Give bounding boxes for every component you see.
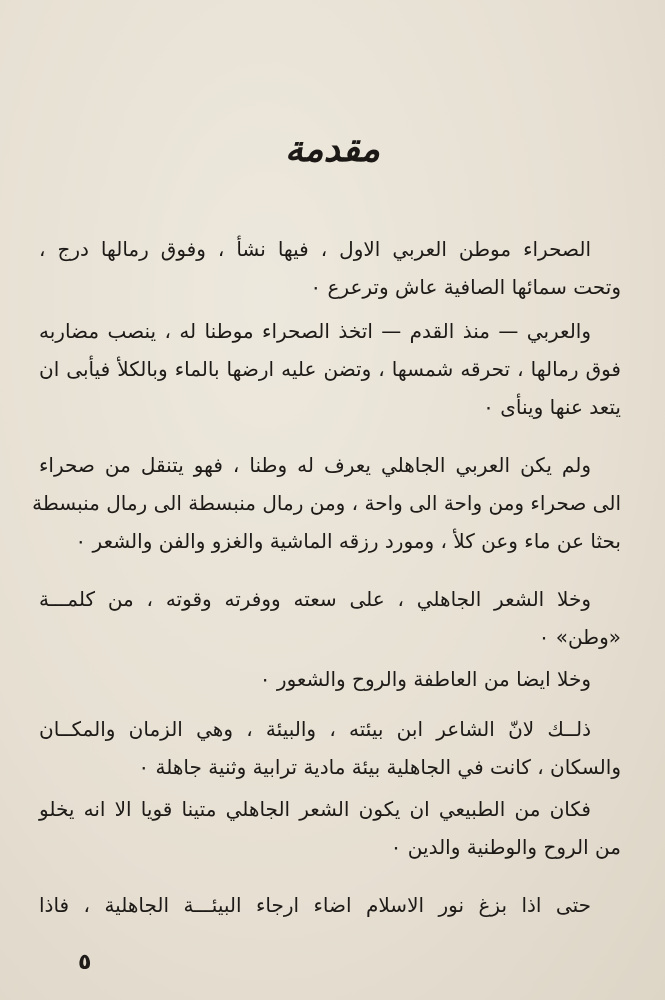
body-text <box>32 0 621 1000</box>
text-line: فكان من الطبيعي ان يكون الشعر الجاهلي متينا قويا الا انه يخلو <box>39 797 591 821</box>
text-line: الى صحراء ومن واحة الى واحة ، ومن رمال منبسطة الى رمال منبسطة <box>32 491 621 515</box>
text-line: والسكان ، كانت في الجاهلية بيئة مادية ترابية وثنية جاهلة ٠ <box>138 755 621 779</box>
text-line: الصحراء موطن العربي الاول ، فيها نشأ ، وفوق رمالها درج ، <box>39 237 591 261</box>
text-line: ذلــك لانّ الشاعر ابن بيئته ، والبيئة ، وهي الزمان والمكــان <box>39 717 591 741</box>
paragraph <box>32 446 621 560</box>
text-line: ولم يكن العربي الجاهلي يعرف له وطنا ، فهو يتنقل من صحراء <box>39 453 591 477</box>
text-line: وخلا ايضا من العاطفة والروح والشعور ٠ <box>259 667 591 691</box>
text-line: بحثا عن ماء وعن كلأ ، ومورد رزقه الماشية والغزو والفن والشعر ٠ <box>75 529 621 553</box>
page-title: مقدمة <box>285 128 380 170</box>
text-line: فوق رمالها ، تحرقه شمسها ، وتضن عليه ارضها بالماء وبالكلأ فيأبى ان <box>39 357 621 381</box>
paragraph <box>39 710 621 786</box>
paragraph <box>39 580 621 656</box>
paragraph <box>39 886 621 924</box>
paragraph <box>39 312 621 426</box>
text-line: والعربي — منذ القدم — اتخذ الصحراء موطنا له ، ينصب مضاربه <box>39 319 591 343</box>
paragraph <box>39 660 621 698</box>
text-line: «وطن» ٠ <box>538 625 621 649</box>
page-number: ٥ <box>78 950 92 975</box>
paragraph <box>39 790 621 866</box>
text-line: يتعد عنها وينأى ٠ <box>483 395 621 419</box>
text-line: وخلا الشعر الجاهلي ، على سعته ووفرته وقوته ، من كلمـــة <box>39 587 591 611</box>
text-line: وتحت سمائها الصافية عاش وترعرع ٠ <box>310 275 621 299</box>
text-line: حتى اذا بزغ نور الاسلام اضاء ارجاء البيئـــة الجاهلية ، فاذا <box>39 893 591 917</box>
paragraph <box>39 230 621 306</box>
text-line: من الروح والوطنية والدين ٠ <box>390 835 621 859</box>
